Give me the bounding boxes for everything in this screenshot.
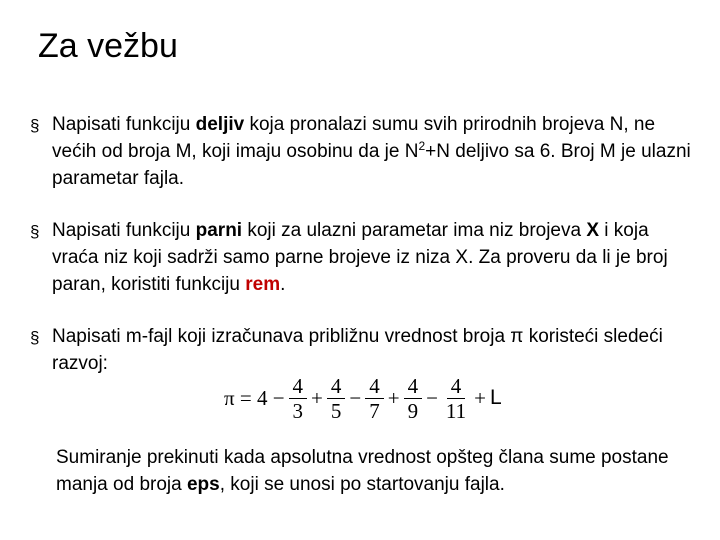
fraction: $\frac{4}{9}$ [404,374,423,423]
fraction: $\frac{4}{7}$ [365,374,384,423]
formula-lhs: π = 4 − [224,385,285,410]
bullet-marker: § [30,222,40,241]
function-name-parni: parni [195,220,243,241]
variable-name-eps: eps [186,474,220,495]
fraction: $\frac{4}{5}$ [327,374,346,423]
operator: − [426,385,438,410]
function-name-deljiv: deljiv [195,114,245,135]
bullet-marker: § [30,328,40,347]
operator: + [387,385,400,410]
array-name-x: X [586,220,600,241]
bullet-marker: § [30,116,40,135]
operator: − [349,385,362,410]
pi-series-formula [222,370,502,426]
operator: + [311,385,323,410]
bullet-text-parni: Napisati funkciju parni koji za ulazni parametar ima niz brojeva X i koja vraća niz koji sadrži samo parne brojeve iz niza X. Za proveru da li je broj paran, koristiti funkciju rem. [52,220,668,295]
fraction: $\frac{4}{11}$ [445,373,467,423]
fraction: $\frac{4}{3}$ [289,374,308,423]
operator: + [474,385,486,410]
termination-note: Sumiranje prekinuti kada apsolutna vrednost opšteg člana sume postane manja od broja eps, koji se unosi po startovanju fajla. [56,447,669,495]
function-name-rem: rem [245,274,281,295]
bullet-text-deljiv: Napisati funkciju deljiv koja pronalazi sumu svih prirodnih brojeva N, ne većih od broja M, koji imaju osobinu da je $N^2+N$ deljivo sa 6. Broj M je ulazni parametar fajla. [52,114,691,189]
slide-title: Za vežbu [38,27,178,65]
superscript: 2 [418,139,426,153]
formula-continuation: L [490,386,502,409]
bullet-text-pi: Napisati m-fajl koji izračunava približnu vrednost broja π koristeći sledeći razvoj: [52,326,663,374]
